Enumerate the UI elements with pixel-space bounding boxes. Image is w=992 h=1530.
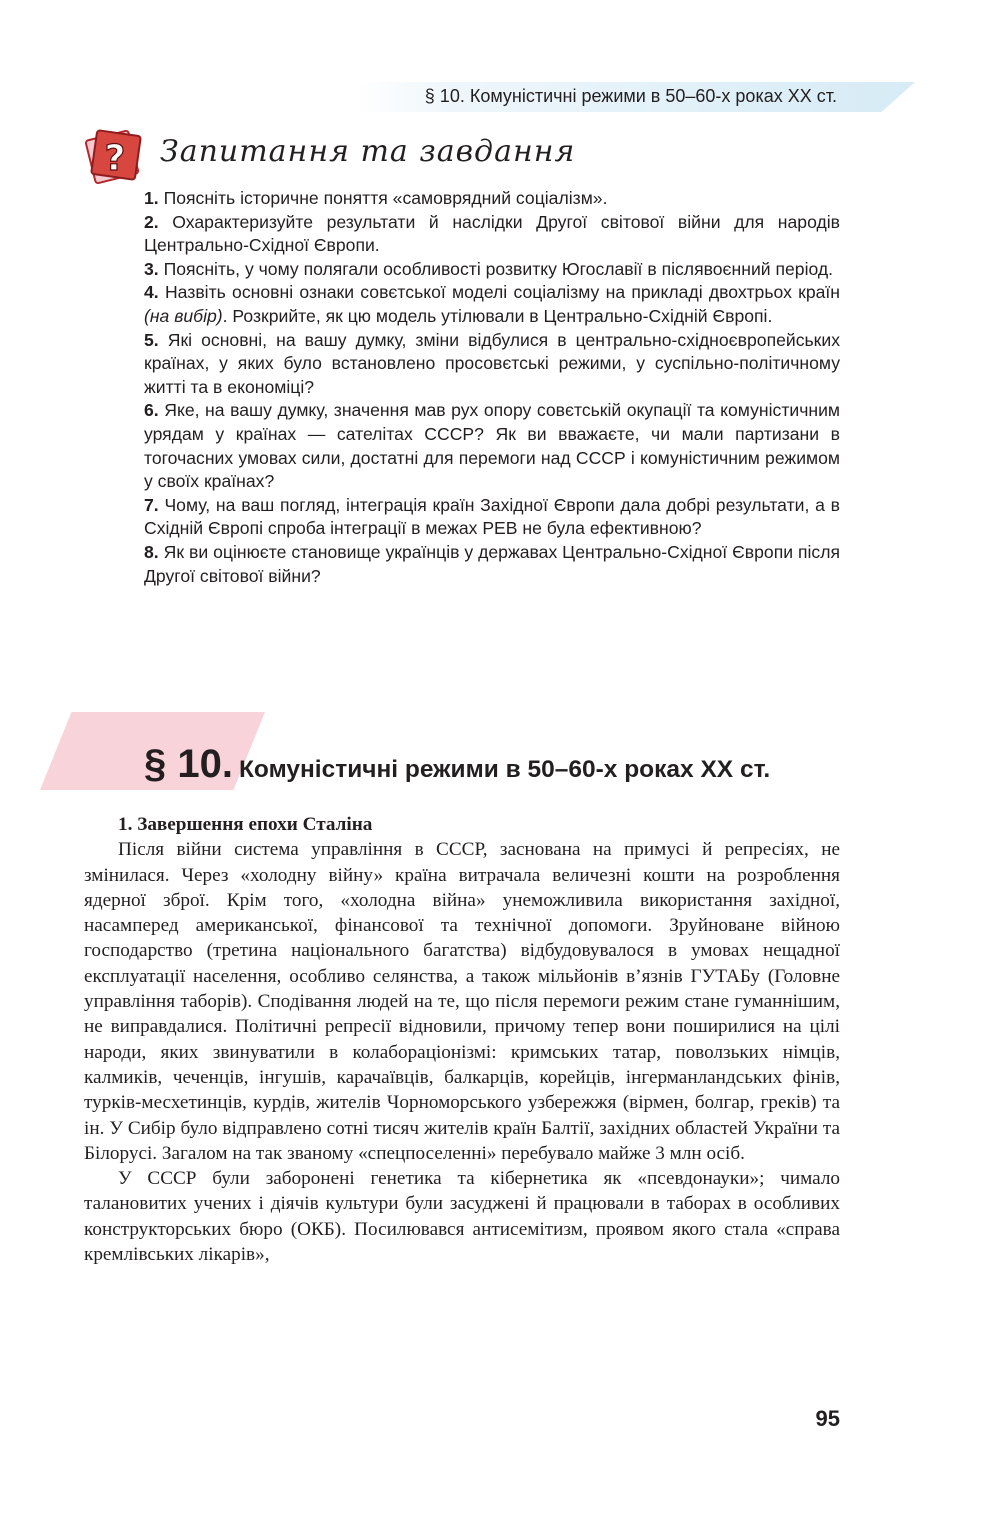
running-head: § 10. Комуністичні режими в 50–60-х роках ХХ ст. [424,86,837,106]
question-text-italic: (на вибір) [144,305,223,326]
question-number: 5. [144,329,159,350]
question-item [144,494,840,541]
question-item [144,329,840,400]
question-text: Які основні, на вашу думку, зміни відбулися в центрально-східноєвропейських країнах, у яких було встановлено просовєтські режими, у суспільно-політичному житті та в економіці? [144,329,840,397]
paragraph-title-text: Комуністичні режими в 50–60-х роках ХХ ст. [238,756,771,783]
question-number: 8. [144,541,159,562]
question-text: Чому, на ваш погляд, інтеграція країн Західної Європи дала добрі результати, а в Східній Європі спроба інтеграції в межах РЕВ не була ефективною? [144,494,840,539]
question-item [144,211,840,258]
questions-heading: Запитання та завдання [160,134,576,169]
question-item [144,541,840,588]
question-text: Поясніть історичне поняття «самоврядний соціалізм». [163,188,608,208]
questions-list [144,187,840,588]
subheading: 1. Завершення епохи Сталіна [118,814,373,835]
question-number: 6. [144,400,159,421]
question-number: 3. [144,258,159,279]
body-paragraph: У СССР були заборонені генетика та кібернетика як «псевдонауки»; чимало талановитих учених і діячів культури були засуджені й працювали в таборах в особливих конструкторських бюро (ОКБ). Посилювався антисемітизм, проявом якого стала «справа кремлівських лікарів», [84,1168,840,1266]
question-item [144,258,840,282]
paragraph-number: § 10. [144,742,233,786]
body-paragraph: Після війни система управління в СССР, заснована на примусі й репресіях, не змінилася. Через «холодну війну» країна витрачала величезні кошти на розроблення ядерної зброї. Крім того, «холодна війна» унеможливила використання західної, насамперед американської, фінансової та технічної допомоги. Зруйноване війною господарство (третина національного багатства) відбудовувалося в умовах нещадної експлуатації населення, особливо селянства, а також мільйонів в’язнів ГУТАБу (Головне управління таборів). Сподівання людей на те, що після перемоги режим стане гуманнішим, не виправдалися. Політичні репресії відновили, причому тепер вони поширилися на цілі народи, яких звинуватили в колабораціонізмі: кримських татар, поволзьких німців, калмиків, чеченців, інгушів, карачаївців, балкарців, корейців, інгерманландських фінів, турків-месхетинців, курдів, жителів Чорноморського узбережжя (вірмен, болгар, греків) та ін. У Сибір було відправлено сотні тисяч жителів країн Балтії, західних областей України та Білорусі. Загалом на так званому «спецпоселенні» перебувало майже 3 млн осіб. [84,839,840,1164]
question-item [144,399,840,493]
paragraph-title [144,742,770,787]
question-number: 4. [144,282,159,303]
question-number: 1. [144,188,159,208]
question-number: 2. [144,211,159,232]
question-item [144,187,840,211]
question-text: Як ви оцінюєте становище українців у державах Центрально-Східної Європи після Другої світової війни? [144,541,841,586]
question-text: Поясніть, у чому полягали особливості розвитку Югославії в післявоєнний період. [163,258,834,279]
page-number: 95 [815,1406,840,1431]
body-text [84,812,840,1267]
question-number: 7. [144,494,159,515]
question-text: Охарактеризуйте результати й наслідки Другої світової війни для народів Центрально-Східної Європи. [144,211,840,256]
question-text: Яке, на вашу думку, значення мав рух опору совєтській окупації та комуністичним урядам у країнах — сателітах СССР? Як ви вважаєте, чи мали партизани в тогочасних умовах сили, достатні для перемоги над СССР і комуністичним режимом у своїх країнах? [144,400,841,492]
question-mark-icon [82,125,144,187]
svg-text:?: ? [104,138,126,179]
question-text: Назвіть основні ознаки совєтської моделі соціалізму на прикладі двохтрьох країн [164,282,841,303]
question-text: . Розкрийте, як цю модель утілювали в Центрально-Східній Європі. [222,305,773,326]
question-item [144,281,840,328]
